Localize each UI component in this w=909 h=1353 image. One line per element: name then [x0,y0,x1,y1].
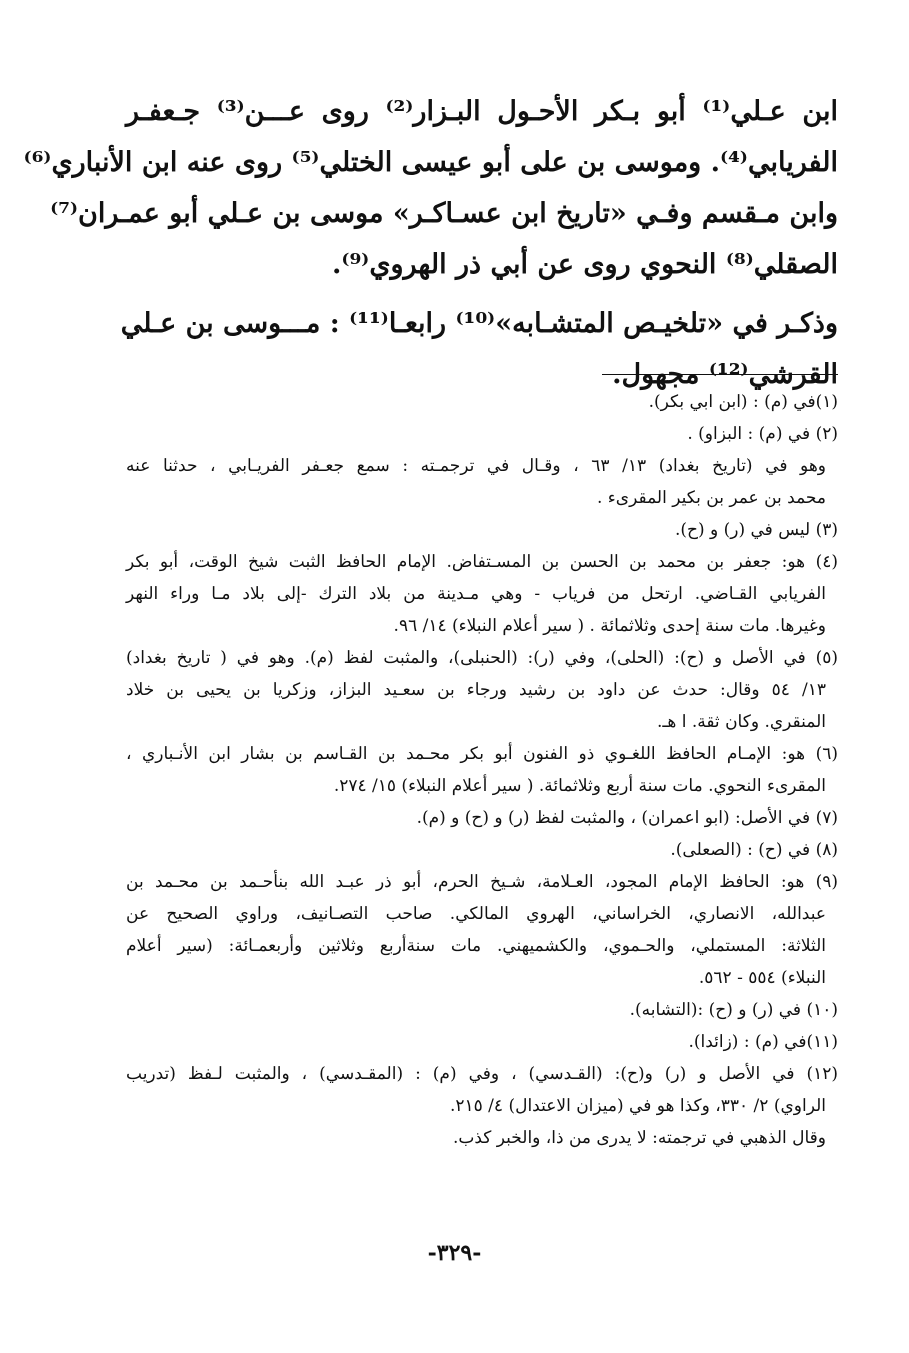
footnote-3: (٣) ليس في (ر) و (ح). [674,520,838,540]
main-text-line: ابن عـلي⁽¹⁾ أبو بـكر الأحـول البـزار⁽²⁾ روى عـــن⁽³⁾ جـعفـر [126,96,838,127]
footnote-6: (٦) هو: الإمـام الحافظ اللغـوي ذو الفنون أبو بكر محـمد بن القـاسم بن بشار ابن الأنـباري ، [126,744,838,764]
footnote-5: (٥) في الأصل و (ح): (الحلى)، وفي (ر): (الحنبلى)، والمثبت لفظ (م). وهو في ( تاريخ بغداد) [126,648,838,668]
footnote-4-line: الفريابي القـاضي. ارتحل من فرياب - وهي مـدينة من بلاد الترك -إلى بلاد مـا وراء النهر [126,584,826,604]
footnote-9-line: عبدالله، الانصاري، الخراساني، الهروي المالكي. صاحب التصـانيف، وراوي الصحيح عن [126,904,826,924]
footnote-6-line: المقرىء النحوي. مات سنة أربع وثلاثمائة. ( سير أعلام النبلاء) ١٥/ ٢٧٤. [333,776,826,796]
footnote-12-line: وقال الذهبي في ترجمته: لا يدرى من ذا، والخبر كذب. [452,1128,826,1148]
footnote-2-line: وهو في (تاريخ بغداد) ١٣/ ٦٣ ، وقـال في ترجمـته : سمع جعـفر الفريـابي ، حدثنا عنه [126,456,826,476]
footnote-4-line: وغيرها. مات سنة إحدى وثلاثمائة . ( سير أعلام النبلاء) ١٤/ ٩٦. [393,616,826,636]
footnote-9-line: الثلاثة: المستملي، والحـموي، والكشميهني. مات سنةأربع وثلاثين وأربعمـائة: (سير أعلام [126,936,826,956]
page-number: -٣٢٩- [427,1240,482,1266]
footnote-7: (٧) في الأصل: (ابو اعمران) ، والمثبت لفظ (ر) و (ح) و (م). [416,808,838,828]
footnote-divider [602,374,838,375]
main-text-line: الفريابي⁽⁴⁾. وموسى بن على أبو عيسى الختلي⁽⁵⁾ روى عنه ابن الأنباري⁽⁶⁾ [23,147,838,178]
footnotes [126,386,838,1154]
footnote-5-line: ١٣/ ٥٤ وقال: حدث عن داود بن رشيد ورجاء بن سعـيد البزاز، وزكريا بن يحيى بن خلاد [126,680,826,700]
footnote-12: (١٢) في الأصل و (ر) و(ح): (القـدسي) ، وفي (م) : (المقـدسي) ، والمثبت لـفظ (تدريب [126,1064,838,1084]
main-text [23,86,838,400]
footnote-8: (٨) في (ح) : (الصعلى). [670,840,838,860]
main-text-line: الصقلي⁽⁸⁾ النحوي روى عن أبي ذر الهروي⁽⁹⁾. [332,249,838,280]
main-text-line: وابن مـقسم وفـي «تاريخ ابن عسـاكـر» موسى بن عـلي أبو عمـران⁽⁷⁾ [50,198,838,229]
footnote-10: (١٠) في (ر) و (ح) :(التشابه). [629,1000,838,1020]
footnote-4: (٤) هو: جعفر بن محمد بن الحسن بن المسـتفاض. الإمام الحافظ الثبت شيخ الوقت، أبو بكر [126,552,838,572]
footnote-12-line: الراوي) ٢/ ٣٣٠، وكذا هو في (ميزان الاعتدال) ٤/ ٢١٥. [449,1096,826,1116]
footnote-9-line: النبلاء) ٥٥٤ - ٥٦٢. [698,968,826,988]
footnote-2-line: محمد بن عمر بن بكير المقرىء . [597,488,826,508]
footnote-5-line: المنقري. وكان ثقة. ا هـ. [656,712,826,732]
footnote-2: (٢) في (م) : البزاو) . [687,424,838,444]
main-text-line: القرشي⁽¹²⁾ مجهول. [612,359,838,390]
footnote-9: (٩) هو: الحافظ الإمام المجود، العـلامة، شـيخ الحرم، أبو ذر عبـد الله بنأحـمد بن محـمد بن [126,872,838,892]
footnote-11: (١١)في (م) : (زائدا). [688,1032,838,1052]
paragraph-gap [126,290,838,298]
footnote-1: (١)في (م) : (ابن ابي بكر). [648,392,838,412]
main-text-line: وذكـر في «تلخيـص المتشـابه»⁽¹⁰⁾ رابعـا⁽¹¹⁾ : مـــوسى بن عـلي [120,308,838,339]
